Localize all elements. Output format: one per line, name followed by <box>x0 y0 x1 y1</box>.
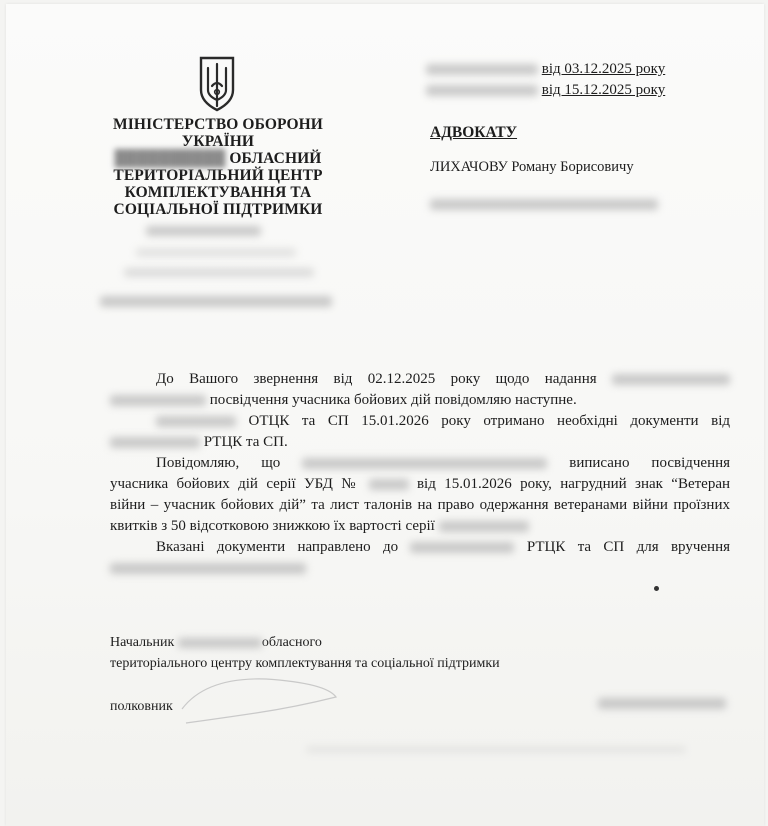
document-page <box>6 4 764 826</box>
paragraph-4-line-1: Вказані документи направлено до РТЦК та СП для вручення <box>156 539 730 555</box>
ministry-heading <box>90 116 346 218</box>
reference-line-1 <box>426 61 665 78</box>
addressee-title: АДВОКАТУ <box>430 124 518 141</box>
redacted-region-name: ██████████ <box>114 150 226 167</box>
signatory-rank: полковник <box>110 699 173 714</box>
paragraph-2-line-2: РТЦК та СП. <box>110 432 730 453</box>
addressee-name: ЛИХАЧОВУ Роману Борисовичу <box>430 159 634 175</box>
center-line-1-suffix: ОБЛАСНИЙ <box>229 150 322 167</box>
reference-line-2 <box>426 82 665 99</box>
paragraph-4-line-2 <box>110 558 730 579</box>
tryzub-icon <box>197 56 237 112</box>
ministry-line-1: МІНІСТЕРСТВО ОБОРОНИ <box>113 116 323 133</box>
redacted-ref-number <box>426 64 538 75</box>
paragraph-3-line-2: учасника бойових дій серії УБД № від 15.01.2026 року, нагрудний знак “Ветеран <box>110 476 731 492</box>
redacted-signatory-name <box>598 698 726 709</box>
ministry-line-2: УКРАЇНИ <box>181 133 255 150</box>
redacted-recipient-address <box>430 199 658 210</box>
paragraph-2-line-1: ОТЦК та СП 15.01.2026 року отримано необхідні документи від <box>110 411 730 432</box>
ink-dot <box>654 586 659 591</box>
redacted-ref-number <box>426 85 538 96</box>
paragraph-1-line-2: посвідчення учасника бойових дій повідомляю наступне. <box>110 390 730 411</box>
handwritten-signature <box>176 669 356 729</box>
center-line-3: КОМПЛЕКТУВАННЯ ТА <box>124 184 312 201</box>
center-line-1 <box>90 150 346 167</box>
redacted-address <box>146 226 261 236</box>
faint-mark <box>306 746 686 753</box>
signature-line-2: територіального центру комплектування та соціальної підтримки <box>110 656 500 671</box>
center-line-4: СОЦІАЛЬНОЇ ПІДТРИМКИ <box>113 201 323 218</box>
letter-body <box>110 369 730 579</box>
redacted-address <box>136 248 296 257</box>
center-line-2: ТЕРИТОРІАЛЬНИЙ ЦЕНТР <box>113 167 323 184</box>
reference-date-2: від 15.12.2025 року <box>541 82 666 98</box>
paragraph-3-line-4: квитків з 50 відсотковою знижкою їх вартості серії <box>110 516 730 537</box>
redacted-address <box>100 296 332 307</box>
reference-date-1: від 03.12.2025 року <box>541 61 666 77</box>
signature-line-1: Начальник обласного <box>110 635 322 650</box>
paragraph-3-line-1: Повідомляю, що виписано посвідчення <box>156 455 731 471</box>
signature-block <box>110 632 500 674</box>
paragraph-1-line-1: До Вашого звернення від 02.12.2025 року щодо надання <box>110 369 730 390</box>
paragraph-3-line-3: війни – учасник бойових дій” та лист талонів на право одержання ветеранами війни проїзних <box>110 497 730 513</box>
redacted-address <box>124 268 314 277</box>
